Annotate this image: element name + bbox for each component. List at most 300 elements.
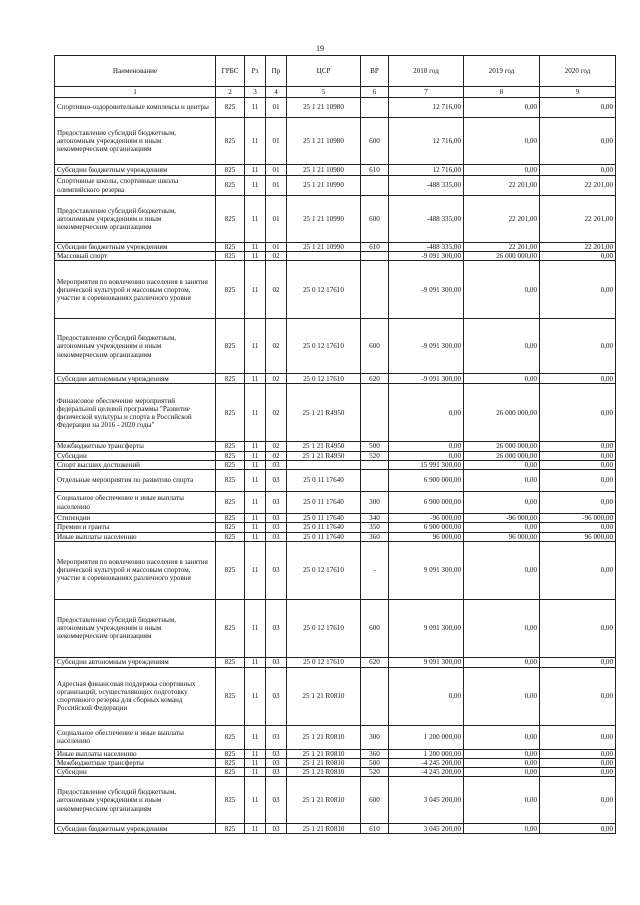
budget-table bbox=[54, 55, 616, 834]
cell-2018: 6 900 000,00 bbox=[389, 470, 464, 492]
cell-pr: 03 bbox=[266, 492, 287, 514]
cell-vr: 600 bbox=[361, 777, 389, 824]
cell-2020: 0,00 bbox=[540, 98, 616, 118]
cell-csr: 25 1 21 10980 bbox=[287, 98, 361, 118]
cell-2019: 0,00 bbox=[464, 98, 540, 118]
cell-vr: 520 bbox=[361, 451, 389, 460]
cell-name: Премии и гранты bbox=[55, 523, 216, 532]
cell-csr bbox=[287, 460, 361, 469]
cell-2018: -9 091 300,00 bbox=[389, 374, 464, 384]
cell-vr: 610 bbox=[361, 243, 389, 252]
cell-rz: 11 bbox=[245, 451, 266, 460]
cell-2020: 0,00 bbox=[540, 777, 616, 824]
table-row bbox=[55, 599, 616, 657]
table-row bbox=[55, 725, 616, 749]
cell-2020: 0,00 bbox=[540, 470, 616, 492]
cell-vr: 520 bbox=[361, 768, 389, 777]
cell-pr: 03 bbox=[266, 758, 287, 767]
cell-pr: 02 bbox=[266, 319, 287, 374]
cell-csr: 25 0 12 17610 bbox=[287, 657, 361, 667]
cell-2020: 0,00 bbox=[540, 725, 616, 749]
cell-csr: 25 0 11 17640 bbox=[287, 470, 361, 492]
table-row bbox=[55, 460, 616, 469]
col-number: 9 bbox=[540, 87, 616, 98]
cell-pr: 02 bbox=[266, 261, 287, 319]
cell-grbs: 825 bbox=[216, 384, 245, 442]
table-row bbox=[55, 243, 616, 252]
cell-name: Субсидии автономным учреждениям bbox=[55, 374, 216, 384]
cell-name: Адресная финансовая поддержка спортивных организаций, осуществляющих подготовку спортивного резерва для сборных команд Российской Федерации bbox=[55, 667, 216, 725]
table-row bbox=[55, 657, 616, 667]
cell-rz: 11 bbox=[245, 118, 266, 165]
cell-2018: -488 335,00 bbox=[389, 196, 464, 243]
cell-2018: -4 245 200,00 bbox=[389, 768, 464, 777]
cell-grbs: 825 bbox=[216, 470, 245, 492]
cell-2019: 0,00 bbox=[464, 824, 540, 834]
cell-2018: -9 091 300,00 bbox=[389, 261, 464, 319]
table-row bbox=[55, 118, 616, 165]
cell-2020: 0,00 bbox=[540, 374, 616, 384]
cell-name: Спортивно-оздоровительные комплексы и центры bbox=[55, 98, 216, 118]
cell-2020: 96 000,00 bbox=[540, 532, 616, 541]
table-row bbox=[55, 374, 616, 384]
table-row bbox=[55, 758, 616, 767]
cell-name: Субсидии бюджетным учреждениям bbox=[55, 243, 216, 252]
cell-2019: 0,00 bbox=[464, 470, 540, 492]
header-vr: ВР bbox=[361, 56, 389, 87]
table-row bbox=[55, 667, 616, 725]
cell-rz: 11 bbox=[245, 98, 266, 118]
cell-pr: 03 bbox=[266, 523, 287, 532]
cell-2020: 0,00 bbox=[540, 460, 616, 469]
cell-pr: 02 bbox=[266, 252, 287, 261]
cell-pr: 03 bbox=[266, 725, 287, 749]
cell-2018: 9 091 300,00 bbox=[389, 541, 464, 599]
cell-name: Предоставление субсидий бюджетным, автономным учреждениям и иным некоммерческим организациям bbox=[55, 196, 216, 243]
cell-2019: 0,00 bbox=[464, 374, 540, 384]
cell-2019: 0,00 bbox=[464, 599, 540, 657]
cell-name: Предоставление субсидий бюджетным, автономным учреждениям и иным некоммерческим организациям bbox=[55, 319, 216, 374]
cell-grbs: 825 bbox=[216, 599, 245, 657]
header-name: Наименование bbox=[55, 56, 216, 87]
cell-csr: 25 1 21 R4950 bbox=[287, 442, 361, 451]
header-rz: Рз bbox=[245, 56, 266, 87]
cell-csr: 25 0 12 17610 bbox=[287, 319, 361, 374]
cell-2020: 0,00 bbox=[540, 442, 616, 451]
cell-vr: 600 bbox=[361, 118, 389, 165]
cell-grbs: 825 bbox=[216, 460, 245, 469]
cell-name: Предоставление субсидий бюджетным, автономным учреждениям и иным некоммерческим организациям bbox=[55, 599, 216, 657]
cell-vr: 600 bbox=[361, 599, 389, 657]
cell-rz: 11 bbox=[245, 319, 266, 374]
cell-pr: 01 bbox=[266, 196, 287, 243]
cell-rz: 11 bbox=[245, 176, 266, 196]
table-row bbox=[55, 252, 616, 261]
cell-2018: 1 200 000,00 bbox=[389, 725, 464, 749]
cell-pr: 03 bbox=[266, 460, 287, 469]
cell-csr: 25 1 21 R0810 bbox=[287, 758, 361, 767]
cell-2020: 0,00 bbox=[540, 165, 616, 176]
cell-rz: 11 bbox=[245, 514, 266, 523]
cell-2019: 0,00 bbox=[464, 758, 540, 767]
cell-2019: 26 000 000,00 bbox=[464, 442, 540, 451]
cell-2019: -96 000,00 bbox=[464, 514, 540, 523]
header-row bbox=[55, 56, 616, 87]
cell-2020: 22 201,00 bbox=[540, 176, 616, 196]
cell-2018: 0,00 bbox=[389, 442, 464, 451]
cell-grbs: 825 bbox=[216, 492, 245, 514]
cell-2018: 3 045 200,00 bbox=[389, 824, 464, 834]
cell-name: Межбюджетные трансферты bbox=[55, 442, 216, 451]
cell-grbs: 825 bbox=[216, 725, 245, 749]
cell-vr bbox=[361, 470, 389, 492]
cell-2019: 0,00 bbox=[464, 492, 540, 514]
cell-2018: -488 335,00 bbox=[389, 243, 464, 252]
cell-name: Иные выплаты населению bbox=[55, 532, 216, 541]
cell-2019: 22 201,00 bbox=[464, 176, 540, 196]
cell-name: Предоставление субсидий бюджетным, автономным учреждениям и иным некоммерческим организациям bbox=[55, 118, 216, 165]
table-row bbox=[55, 777, 616, 824]
cell-2019: 0,00 bbox=[464, 777, 540, 824]
cell-grbs: 825 bbox=[216, 261, 245, 319]
cell-name: Финансовое обеспечение мероприятий федеральной целевой программы "Развитие физической культуры и спорта в Российской Федерации на 2016 - 2020 годы" bbox=[55, 384, 216, 442]
table-row bbox=[55, 451, 616, 460]
cell-2020: 0,00 bbox=[540, 768, 616, 777]
cell-grbs: 825 bbox=[216, 758, 245, 767]
table-body bbox=[55, 98, 616, 834]
cell-2020: -96 000,00 bbox=[540, 514, 616, 523]
cell-grbs: 825 bbox=[216, 451, 245, 460]
cell-vr: 500 bbox=[361, 758, 389, 767]
cell-rz: 11 bbox=[245, 252, 266, 261]
page-number: 19 bbox=[316, 44, 324, 53]
cell-2019: 0,00 bbox=[464, 749, 540, 758]
cell-rz: 11 bbox=[245, 374, 266, 384]
cell-grbs: 825 bbox=[216, 196, 245, 243]
table-row bbox=[55, 319, 616, 374]
cell-vr bbox=[361, 460, 389, 469]
table-row bbox=[55, 749, 616, 758]
cell-vr: - bbox=[361, 541, 389, 599]
cell-2019: 0,00 bbox=[464, 523, 540, 532]
cell-2019: 0,00 bbox=[464, 768, 540, 777]
cell-rz: 11 bbox=[245, 758, 266, 767]
cell-2019: 0,00 bbox=[464, 460, 540, 469]
cell-csr: 25 1 21 R0810 bbox=[287, 725, 361, 749]
cell-2018: -4 245 200,00 bbox=[389, 758, 464, 767]
cell-rz: 11 bbox=[245, 667, 266, 725]
col-number: 5 bbox=[287, 87, 361, 98]
table-row bbox=[55, 176, 616, 196]
cell-name: Мероприятия по вовлечению населения в занятия физической культурой и массовым спортом, участие в соревнованиях различного уровня bbox=[55, 261, 216, 319]
table-row bbox=[55, 165, 616, 176]
cell-2019: 22 201,00 bbox=[464, 243, 540, 252]
cell-2018: -9 091 300,00 bbox=[389, 252, 464, 261]
cell-rz: 11 bbox=[245, 460, 266, 469]
cell-csr: 25 0 11 17640 bbox=[287, 514, 361, 523]
cell-2020: 0,00 bbox=[540, 758, 616, 767]
cell-2020: 0,00 bbox=[540, 118, 616, 165]
cell-vr: 350 bbox=[361, 523, 389, 532]
cell-grbs: 825 bbox=[216, 319, 245, 374]
cell-2019: 0,00 bbox=[464, 261, 540, 319]
table-row bbox=[55, 492, 616, 514]
cell-2019: 96 000,00 bbox=[464, 532, 540, 541]
cell-rz: 11 bbox=[245, 492, 266, 514]
cell-vr bbox=[361, 384, 389, 442]
cell-2020: 0,00 bbox=[540, 261, 616, 319]
cell-vr: 300 bbox=[361, 492, 389, 514]
cell-2018: 12 716,00 bbox=[389, 98, 464, 118]
cell-csr: 25 1 21 10990 bbox=[287, 243, 361, 252]
cell-name: Субсидии bbox=[55, 768, 216, 777]
cell-rz: 11 bbox=[245, 824, 266, 834]
table-header bbox=[55, 56, 616, 98]
cell-vr: 620 bbox=[361, 657, 389, 667]
table-row bbox=[55, 768, 616, 777]
cell-name: Мероприятия по вовлечению населения в занятия физической культурой и массовым спортом, участие в соревнованиях различного уровня bbox=[55, 541, 216, 599]
cell-grbs: 825 bbox=[216, 768, 245, 777]
cell-vr: 610 bbox=[361, 824, 389, 834]
cell-2020: 0,00 bbox=[540, 252, 616, 261]
cell-vr bbox=[361, 98, 389, 118]
cell-2020: 0,00 bbox=[540, 384, 616, 442]
table-row bbox=[55, 514, 616, 523]
cell-pr: 03 bbox=[266, 532, 287, 541]
cell-csr: 25 1 21 R0810 bbox=[287, 777, 361, 824]
cell-grbs: 825 bbox=[216, 667, 245, 725]
cell-name: Спортивные школы, спортивные школы олимпийского резерва bbox=[55, 176, 216, 196]
cell-2018: 0,00 bbox=[389, 667, 464, 725]
cell-pr: 03 bbox=[266, 824, 287, 834]
cell-2020: 0,00 bbox=[540, 667, 616, 725]
table-row bbox=[55, 541, 616, 599]
cell-vr: 300 bbox=[361, 725, 389, 749]
cell-rz: 11 bbox=[245, 196, 266, 243]
cell-pr: 01 bbox=[266, 165, 287, 176]
cell-2019: 0,00 bbox=[464, 667, 540, 725]
header-2019: 2019 год bbox=[464, 56, 540, 87]
table-row bbox=[55, 384, 616, 442]
cell-rz: 11 bbox=[245, 777, 266, 824]
cell-name: Социальное обеспечение и иные выплаты населению bbox=[55, 725, 216, 749]
cell-name: Иные выплаты населению bbox=[55, 749, 216, 758]
cell-rz: 11 bbox=[245, 768, 266, 777]
cell-2018: 96 000,00 bbox=[389, 532, 464, 541]
cell-2019: 0,00 bbox=[464, 165, 540, 176]
column-number-row bbox=[55, 87, 616, 98]
table-row bbox=[55, 261, 616, 319]
cell-grbs: 825 bbox=[216, 442, 245, 451]
col-number: 1 bbox=[55, 87, 216, 98]
col-number: 4 bbox=[266, 87, 287, 98]
cell-2018: -96 000,00 bbox=[389, 514, 464, 523]
cell-2020: 22 201,00 bbox=[540, 243, 616, 252]
cell-pr: 02 bbox=[266, 442, 287, 451]
cell-rz: 11 bbox=[245, 523, 266, 532]
cell-grbs: 825 bbox=[216, 176, 245, 196]
header-csr: ЦСР bbox=[287, 56, 361, 87]
cell-grbs: 825 bbox=[216, 523, 245, 532]
cell-2020: 0,00 bbox=[540, 657, 616, 667]
cell-2019: 0,00 bbox=[464, 541, 540, 599]
cell-csr: 25 1 21 R0810 bbox=[287, 749, 361, 758]
cell-vr: 600 bbox=[361, 196, 389, 243]
cell-2018: 12 716,00 bbox=[389, 165, 464, 176]
cell-rz: 11 bbox=[245, 470, 266, 492]
cell-csr: 25 0 11 17640 bbox=[287, 532, 361, 541]
cell-2019: 26 000 000,00 bbox=[464, 252, 540, 261]
cell-pr: 02 bbox=[266, 374, 287, 384]
table-row bbox=[55, 442, 616, 451]
cell-2018: 6 900 000,00 bbox=[389, 523, 464, 532]
cell-csr: 25 0 12 17610 bbox=[287, 541, 361, 599]
cell-pr: 01 bbox=[266, 176, 287, 196]
table-row bbox=[55, 824, 616, 834]
cell-pr: 03 bbox=[266, 777, 287, 824]
cell-name: Субсидии bbox=[55, 451, 216, 460]
cell-vr: 600 bbox=[361, 319, 389, 374]
header-pr: Пр bbox=[266, 56, 287, 87]
cell-csr: 25 0 12 17610 bbox=[287, 599, 361, 657]
cell-vr: 360 bbox=[361, 532, 389, 541]
cell-vr: 610 bbox=[361, 165, 389, 176]
cell-grbs: 825 bbox=[216, 98, 245, 118]
col-number: 7 bbox=[389, 87, 464, 98]
cell-pr: 01 bbox=[266, 118, 287, 165]
cell-pr: 03 bbox=[266, 657, 287, 667]
col-number: 2 bbox=[216, 87, 245, 98]
cell-name: Межбюджетные трансферты bbox=[55, 758, 216, 767]
cell-pr: 03 bbox=[266, 749, 287, 758]
cell-vr bbox=[361, 176, 389, 196]
col-number: 3 bbox=[245, 87, 266, 98]
cell-csr: 25 0 11 17640 bbox=[287, 492, 361, 514]
cell-csr: 25 0 11 17640 bbox=[287, 523, 361, 532]
cell-name: Социальное обеспечение и иные выплаты населению bbox=[55, 492, 216, 514]
cell-csr: 25 1 21 10990 bbox=[287, 176, 361, 196]
cell-2018: 9 091 300,00 bbox=[389, 657, 464, 667]
cell-grbs: 825 bbox=[216, 532, 245, 541]
cell-rz: 11 bbox=[245, 541, 266, 599]
cell-grbs: 825 bbox=[216, 165, 245, 176]
cell-2020: 0,00 bbox=[540, 451, 616, 460]
cell-csr: 25 1 21 10980 bbox=[287, 165, 361, 176]
cell-pr: 03 bbox=[266, 470, 287, 492]
cell-grbs: 825 bbox=[216, 252, 245, 261]
cell-name: Предоставление субсидий бюджетным, автономным учреждениям и иным некоммерческим организациям bbox=[55, 777, 216, 824]
cell-grbs: 825 bbox=[216, 777, 245, 824]
cell-rz: 11 bbox=[245, 442, 266, 451]
cell-2019: 0,00 bbox=[464, 657, 540, 667]
cell-csr: 25 1 21 R0810 bbox=[287, 768, 361, 777]
cell-pr: 01 bbox=[266, 243, 287, 252]
table-row bbox=[55, 532, 616, 541]
col-number: 8 bbox=[464, 87, 540, 98]
cell-rz: 11 bbox=[245, 532, 266, 541]
header-grbs: ГРБС bbox=[216, 56, 245, 87]
cell-pr: 01 bbox=[266, 98, 287, 118]
header-2018: 2018 год bbox=[389, 56, 464, 87]
cell-rz: 11 bbox=[245, 261, 266, 319]
cell-2018: 12 716,00 bbox=[389, 118, 464, 165]
cell-vr: 620 bbox=[361, 374, 389, 384]
cell-2018: 0,00 bbox=[389, 384, 464, 442]
table-row bbox=[55, 98, 616, 118]
cell-2019: 22 201,00 bbox=[464, 196, 540, 243]
cell-name: Субсидии бюджетным учреждениям bbox=[55, 824, 216, 834]
cell-csr: 25 1 21 10990 bbox=[287, 196, 361, 243]
cell-csr: 25 1 21 R4950 bbox=[287, 384, 361, 442]
cell-rz: 11 bbox=[245, 657, 266, 667]
cell-csr: 25 1 21 10980 bbox=[287, 118, 361, 165]
cell-2020: 0,00 bbox=[540, 599, 616, 657]
cell-grbs: 825 bbox=[216, 657, 245, 667]
table-row bbox=[55, 523, 616, 532]
cell-rz: 11 bbox=[245, 243, 266, 252]
cell-2018: 3 045 200,00 bbox=[389, 777, 464, 824]
cell-name: Субсидии бюджетным учреждениям bbox=[55, 165, 216, 176]
table-row bbox=[55, 196, 616, 243]
cell-2020: 0,00 bbox=[540, 319, 616, 374]
header-2020: 2020 год bbox=[540, 56, 616, 87]
cell-vr bbox=[361, 252, 389, 261]
cell-csr: 25 0 12 17610 bbox=[287, 374, 361, 384]
cell-2019: 26 000 000,00 bbox=[464, 384, 540, 442]
cell-pr: 03 bbox=[266, 667, 287, 725]
cell-2018: 15 991 300,00 bbox=[389, 460, 464, 469]
cell-csr: 25 1 21 R0810 bbox=[287, 824, 361, 834]
cell-2020: 0,00 bbox=[540, 541, 616, 599]
cell-rz: 11 bbox=[245, 725, 266, 749]
cell-grbs: 825 bbox=[216, 374, 245, 384]
cell-pr: 03 bbox=[266, 599, 287, 657]
cell-csr: 25 0 12 17610 bbox=[287, 261, 361, 319]
cell-rz: 11 bbox=[245, 384, 266, 442]
cell-2020: 0,00 bbox=[540, 492, 616, 514]
cell-grbs: 825 bbox=[216, 118, 245, 165]
cell-2020: 0,00 bbox=[540, 749, 616, 758]
cell-2019: 0,00 bbox=[464, 319, 540, 374]
cell-grbs: 825 bbox=[216, 514, 245, 523]
col-number: 6 bbox=[361, 87, 389, 98]
table-row bbox=[55, 470, 616, 492]
cell-pr: 02 bbox=[266, 384, 287, 442]
cell-rz: 11 bbox=[245, 749, 266, 758]
cell-grbs: 825 bbox=[216, 824, 245, 834]
cell-2018: -9 091 300,00 bbox=[389, 319, 464, 374]
cell-2020: 0,00 bbox=[540, 824, 616, 834]
cell-name: Спорт высших достижений bbox=[55, 460, 216, 469]
cell-2020: 22 201,00 bbox=[540, 196, 616, 243]
cell-grbs: 825 bbox=[216, 541, 245, 599]
cell-name: Стипендии bbox=[55, 514, 216, 523]
cell-grbs: 825 bbox=[216, 749, 245, 758]
cell-2019: 0,00 bbox=[464, 725, 540, 749]
cell-csr bbox=[287, 252, 361, 261]
cell-pr: 03 bbox=[266, 768, 287, 777]
cell-pr: 02 bbox=[266, 451, 287, 460]
cell-name: Массовый спорт bbox=[55, 252, 216, 261]
cell-vr: 340 bbox=[361, 514, 389, 523]
cell-csr: 25 1 21 R0810 bbox=[287, 667, 361, 725]
cell-csr: 25 1 21 R4950 bbox=[287, 451, 361, 460]
cell-pr: 03 bbox=[266, 541, 287, 599]
cell-2019: 26 000 000,00 bbox=[464, 451, 540, 460]
cell-vr: 500 bbox=[361, 442, 389, 451]
cell-2018: 9 091 300,00 bbox=[389, 599, 464, 657]
cell-vr: 360 bbox=[361, 749, 389, 758]
